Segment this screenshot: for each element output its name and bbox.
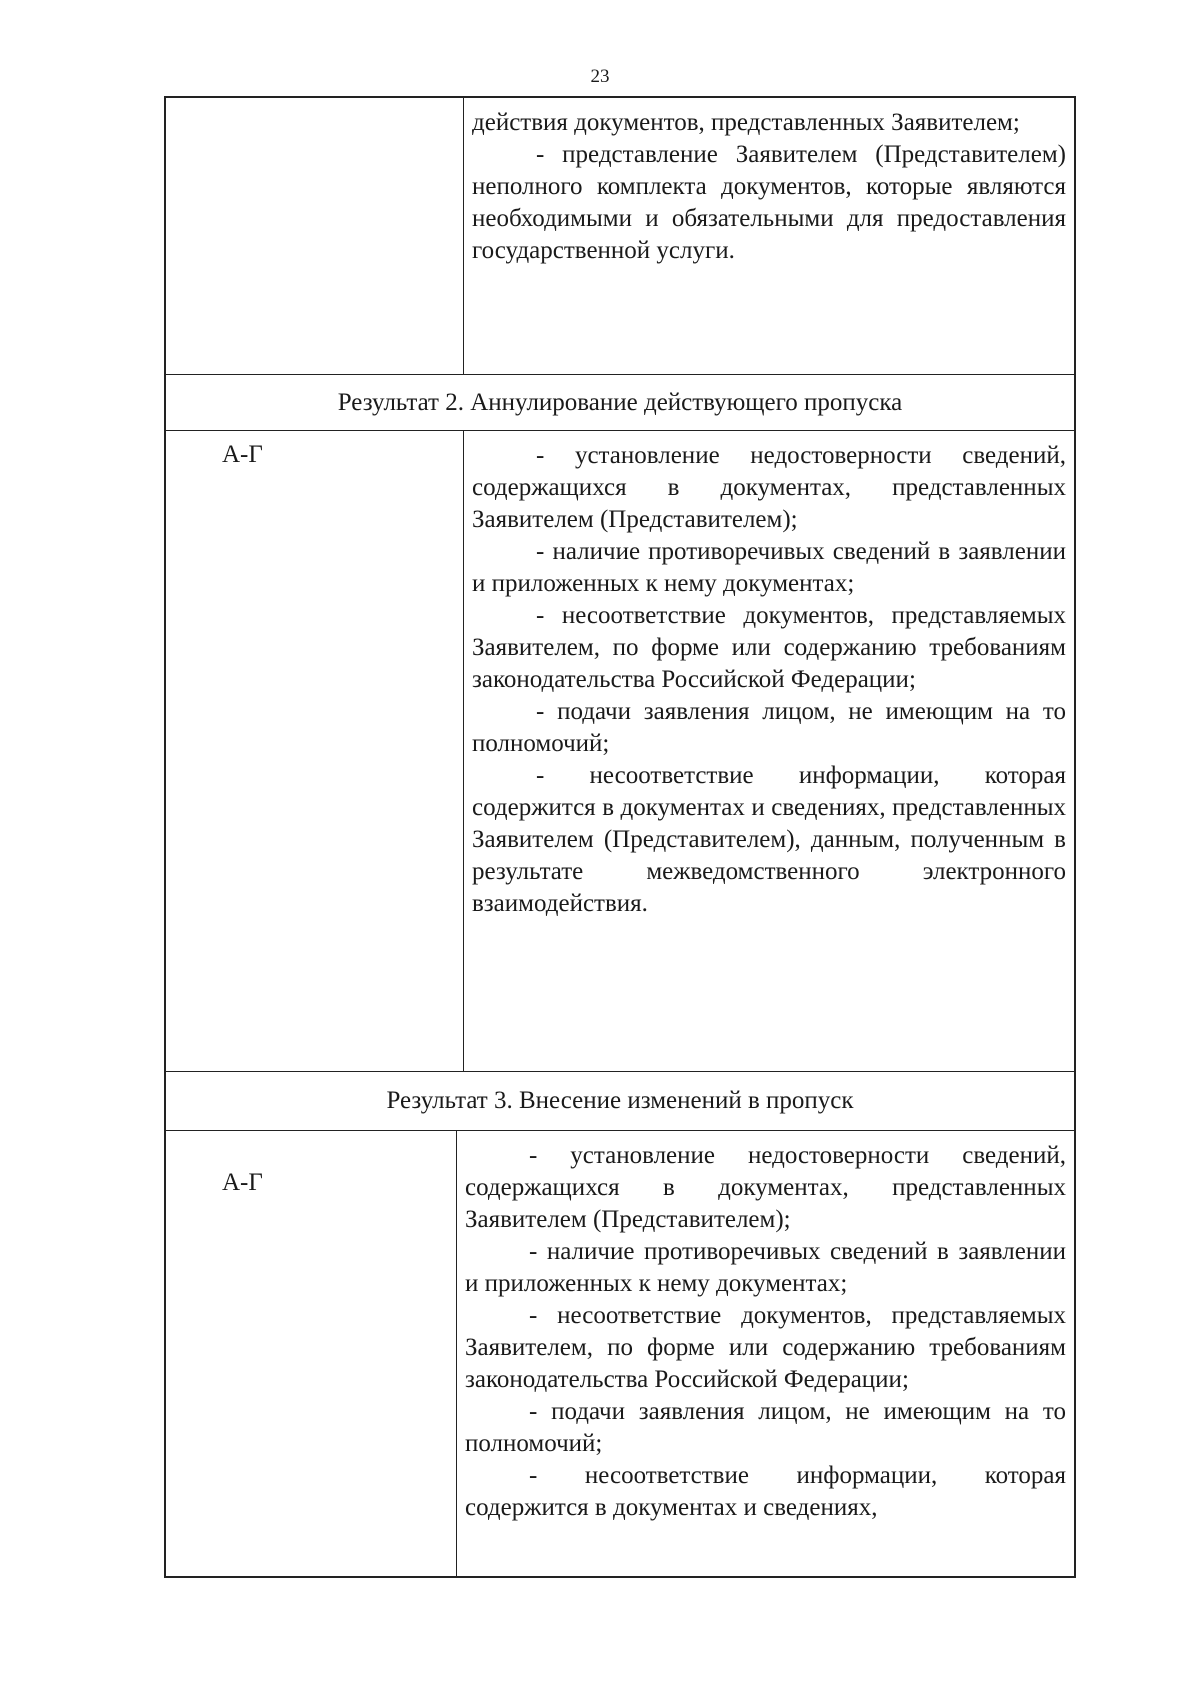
row-code: А-Г: [222, 1169, 263, 1196]
grounds-paragraph: - представление Заявителем (Представителем) неполного комплекта документов, которые являются необходимыми и обязательными для предоставления государственной услуги.: [472, 141, 1066, 264]
grounds-cell: [464, 431, 1074, 1071]
grounds-cell: [464, 98, 1074, 374]
row-code-cell: [166, 431, 464, 1071]
row-code-cell: [166, 98, 464, 374]
grounds-paragraph: - подачи заявления лицом, не имеющим на то полномочий;: [472, 698, 1066, 757]
grounds-paragraph: действия документов, представленных Заявителем;: [472, 109, 1020, 136]
table-row: [166, 98, 1074, 374]
grounds-paragraph: - несоответствие информации, которая содержится в документах и сведениях,: [465, 1462, 1066, 1521]
grounds-paragraph: - установление недостоверности сведений, содержащихся в документах, представленных Заявителем (Представителем);: [472, 442, 1066, 533]
grounds-paragraph: - несоответствие информации, которая содержится в документах и сведениях, представленных Заявителем (Представителем), данным, полученным в результате межведомственного электронного взаимодействия.: [472, 762, 1066, 917]
table-row: [166, 1130, 1074, 1576]
grounds-paragraph: - несоответствие документов, представляемых Заявителем, по форме или содержанию требованиям законодательства Российской Федерации;: [465, 1302, 1066, 1393]
table-row: [166, 374, 1074, 430]
row-code-cell: [166, 1131, 457, 1576]
row-code: А-Г: [222, 441, 263, 468]
grounds-paragraph: - подачи заявления лицом, не имеющим на то полномочий;: [465, 1398, 1066, 1457]
grounds-cell: [457, 1131, 1074, 1576]
grounds-paragraph: - наличие противоречивых сведений в заявлении и приложенных к нему документах;: [465, 1238, 1066, 1297]
grounds-paragraph: - наличие противоречивых сведений в заявлении и приложенных к нему документах;: [472, 538, 1066, 597]
section-heading: Результат 2. Аннулирование действующего пропуска: [337, 388, 903, 416]
table-row: [166, 430, 1074, 1071]
table-row: [166, 1071, 1074, 1130]
section-heading: Результат 3. Внесение изменений в пропуск: [386, 1087, 854, 1114]
grounds-paragraph: - несоответствие документов, представляемых Заявителем, по форме или содержанию требованиям законодательства Российской Федерации;: [472, 602, 1066, 693]
grounds-table: [164, 96, 1076, 1578]
grounds-paragraph: - установление недостоверности сведений, содержащихся в документах, представленных Заявителем (Представителем);: [465, 1142, 1066, 1233]
page-number: 23: [590, 66, 610, 87]
